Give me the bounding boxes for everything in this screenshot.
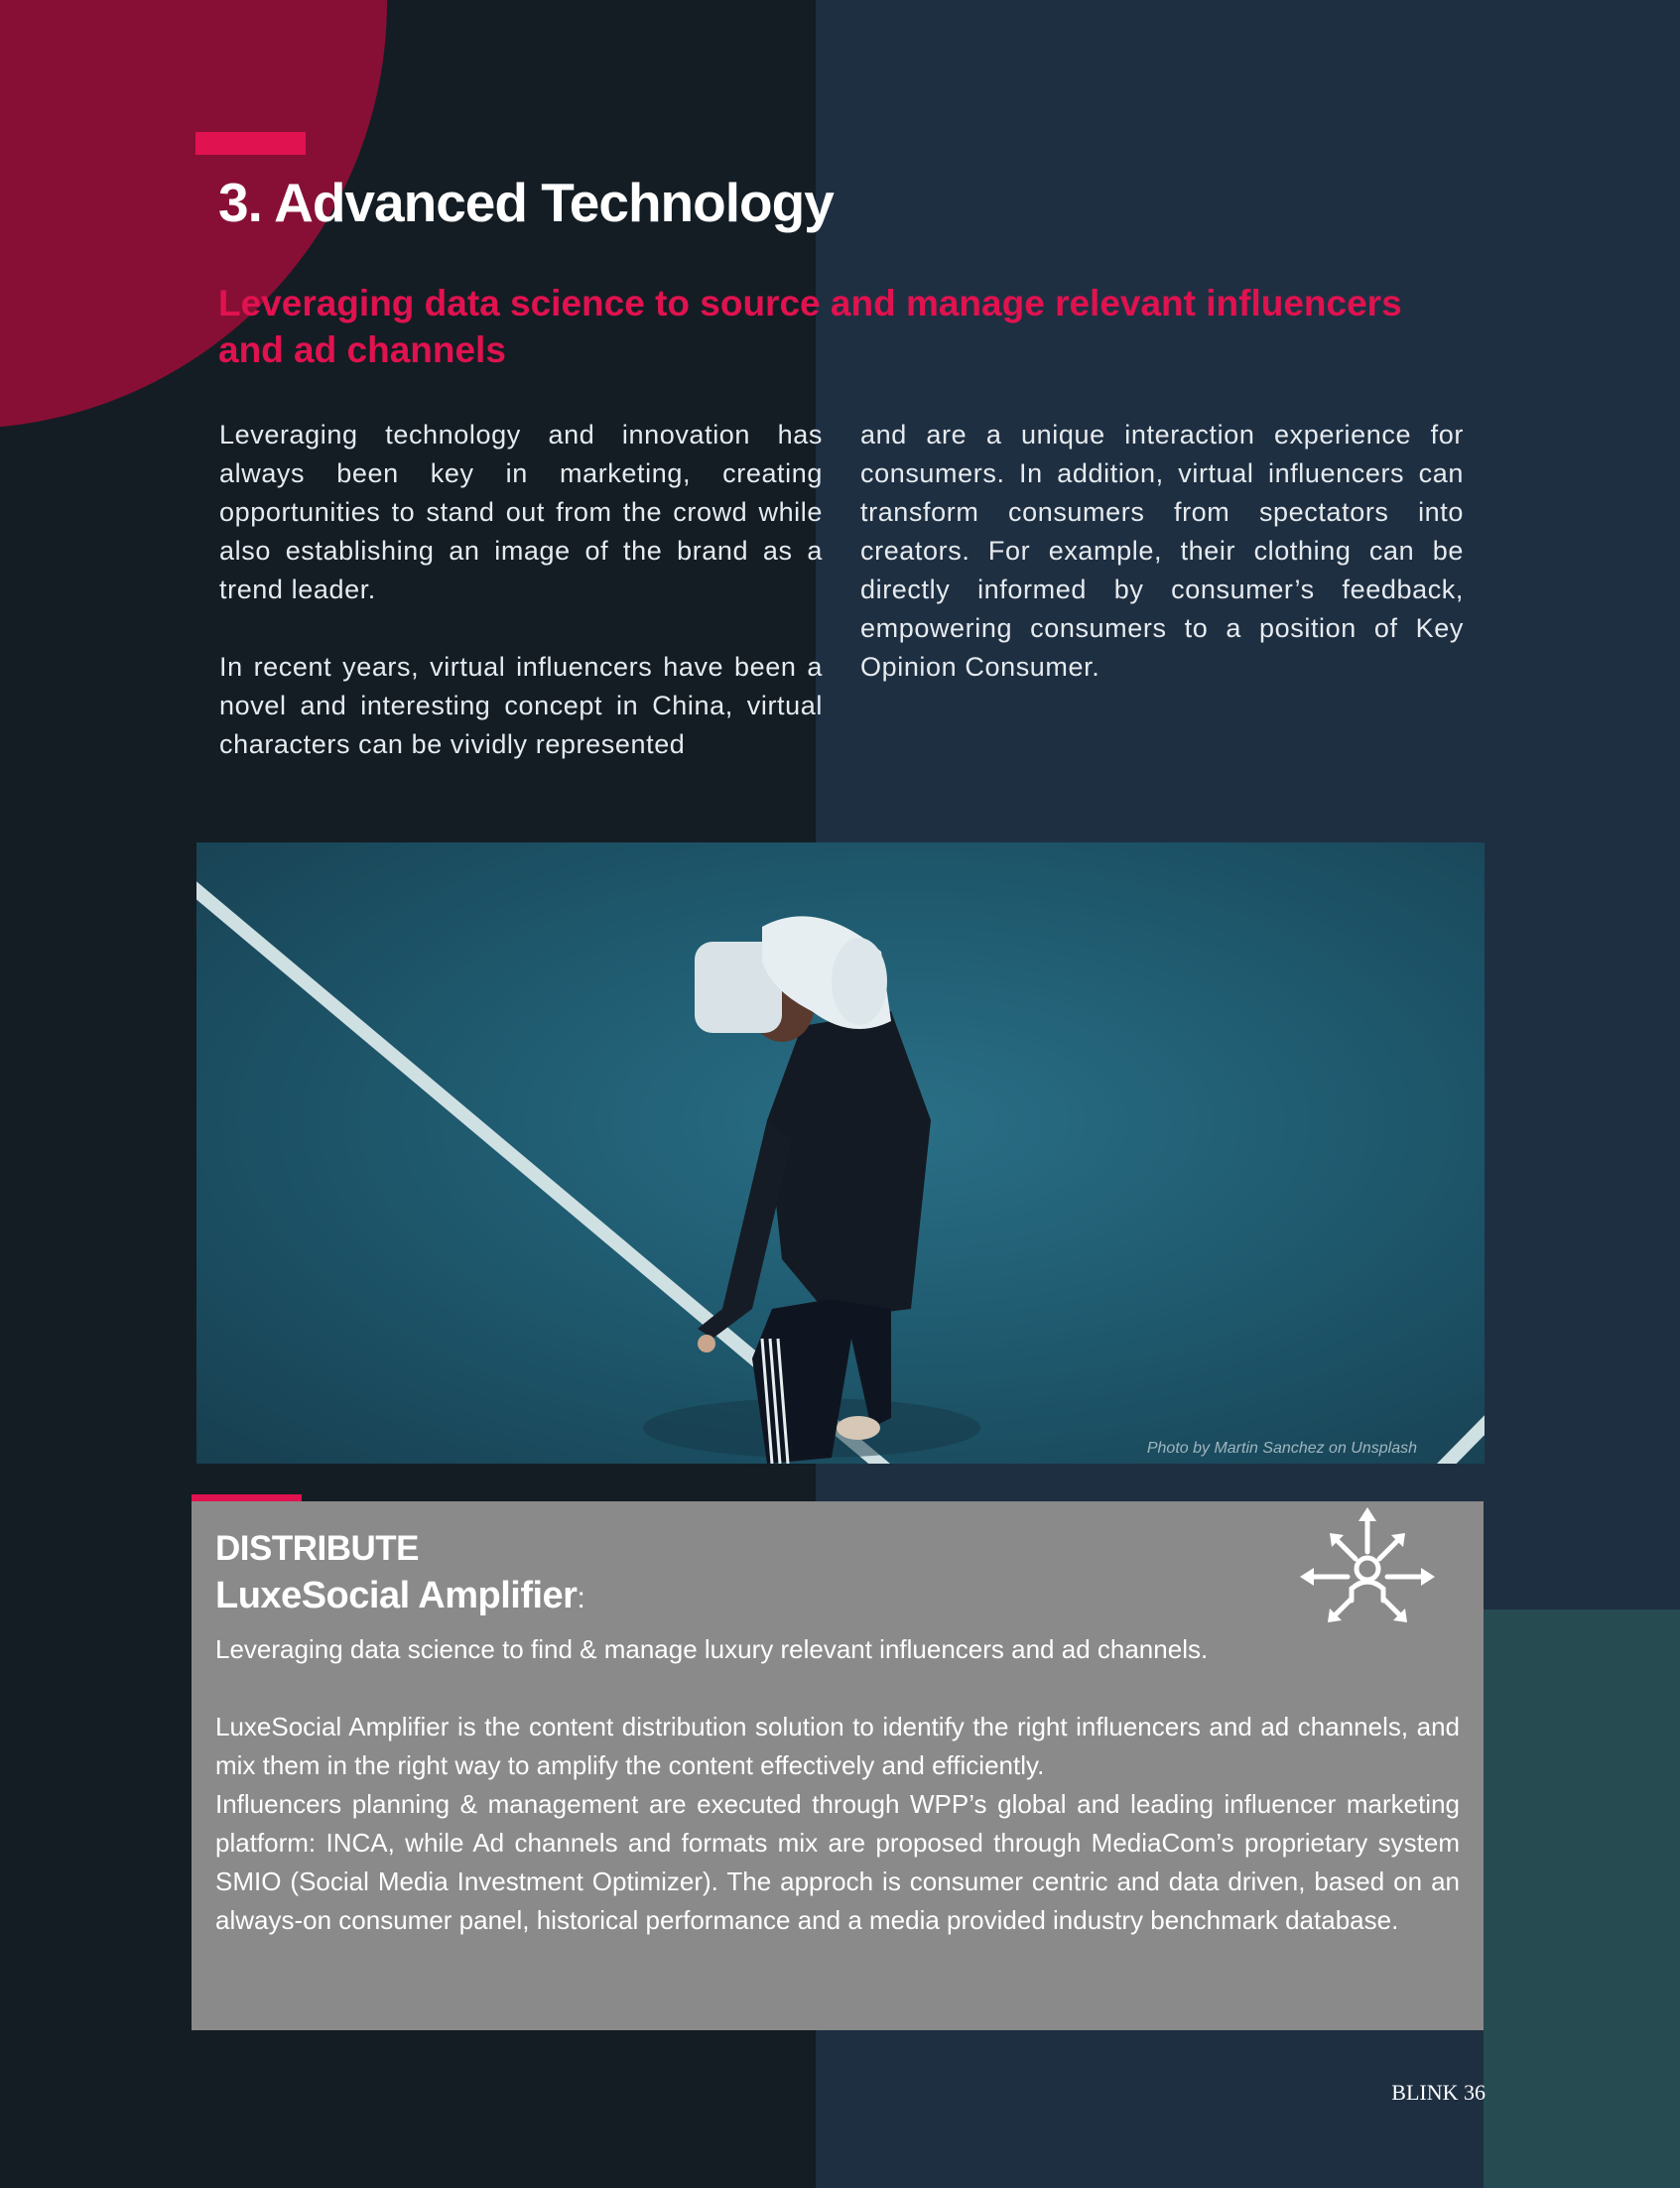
background-teal-panel — [1484, 1609, 1680, 2188]
callout-kicker: DISTRIBUTE — [215, 1529, 419, 1568]
vr-headset-photo — [196, 842, 1485, 1464]
callout-title-text: LuxeSocial Amplifier — [215, 1575, 578, 1616]
page-number: BLINK 36 — [1391, 2080, 1486, 2105]
body-column-left — [219, 416, 823, 803]
callout-paragraph: LuxeSocial Amplifier is the content distribution solution to identify the right influencers and ad channels, and mix them in the right way to amplify the content effectively and efficiently. — [215, 1712, 1460, 1780]
callout-lead: Leveraging data science to find & manage luxury relevant influencers and ad channels. — [215, 1634, 1209, 1664]
callout-title-suffix: : — [577, 1582, 585, 1614]
title-accent-bar — [195, 132, 306, 155]
page-subtitle: Leveraging data science to source and manage relevant influencers and ad channels — [218, 283, 1402, 370]
page-title: 3. Advanced Technology — [218, 172, 834, 233]
callout-title — [215, 1575, 584, 1617]
body-column-right — [860, 416, 1464, 725]
photo-illustration — [196, 842, 1485, 1464]
callout-paragraph: Influencers planning & management are executed through WPP’s global and leading influencer marketing platform: INCA, while Ad channels and formats mix are proposed through MediaCom’s proprietary system SMIO (Social Media Investment Optimizer). The approch is consumer centric and data driven, based on an always-on consumer panel, historical performance and a media provided industry benchmark database. — [215, 1789, 1460, 1935]
body-paragraph: In recent years, virtual influencers have been a novel and interesting concept in China, virtual characters can be vividly represented — [219, 652, 823, 759]
body-paragraph: Leveraging technology and innovation has always been key in marketing, creating opportunities to stand out from the crowd while also establishing an image of the brand as a trend leader. — [219, 420, 823, 604]
photo-credit: Photo by Martin Sanchez on Unsplash — [1146, 1440, 1417, 1457]
person-broadcast-arrows-icon — [1296, 1507, 1439, 1624]
callout-box — [192, 1501, 1484, 2030]
body-paragraph: and are a unique interaction experience for consumers. In addition, virtual influencers can transform consumers from spectators into creators. For example, their clothing can be directly informed by consumer’s feedback, empowering consumers to a position of Key Opinion Consumer. — [860, 420, 1464, 682]
callout-body — [215, 1708, 1460, 1940]
